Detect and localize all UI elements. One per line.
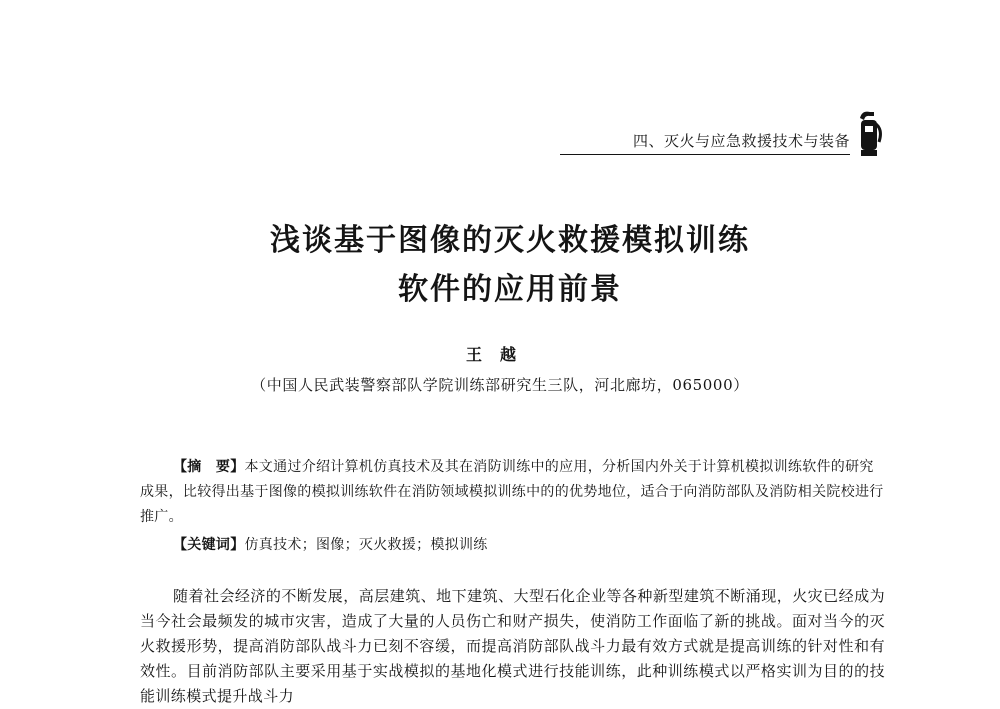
section-header: 四、灭火与应急救援技术与装备 bbox=[560, 130, 850, 155]
keywords bbox=[173, 534, 488, 554]
abstract-text: 本文通过介绍计算机仿真技术及其在消防训练中的应用，分析国内外关于计算机模拟训练软件的研究成果，比较得出基于图像的模拟训练软件在消防领域模拟训练中的的优势地位，适合于向消防部队及消防相关院校进行推广。 bbox=[140, 459, 884, 525]
author-name: 王越 bbox=[465, 345, 534, 364]
paper-title-line-2: 软件的应用前景 bbox=[398, 272, 622, 307]
fire-extinguisher-icon bbox=[852, 108, 884, 158]
body-paragraph: 随着社会经济的不断发展，高层建筑、地下建筑、大型石化企业等各种新型建筑不断涌现，火灾已经成为当今社会最频发的城市灾害，造成了大量的人员伤亡和财产损失，使消防工作面临了新的挑战。面对当今的灭火救援形势，提高消防部队战斗力已刻不容缓，而提高消防部队战斗力最有效方式就是提高训练的针对性和有效性。目前消防部队主要采用基于实战模拟的基地化模式进行技能训练，此种训练模式以严格实训为目的的技能训练模式提升战斗力 bbox=[140, 587, 885, 705]
abstract-label: 【摘 要】 bbox=[173, 459, 245, 475]
body-text bbox=[140, 584, 885, 709]
keywords-text: 仿真技术；图像；灭火救援；模拟训练 bbox=[244, 537, 488, 553]
abstract bbox=[140, 455, 885, 530]
author-affiliation: （中国人民武装警察部队学院训练部研究生三队，河北廊坊，065000） bbox=[251, 376, 749, 394]
paper-title-line-1: 浅谈基于图像的灭火救援模拟训练 bbox=[270, 223, 750, 258]
keywords-label: 【关键词】 bbox=[173, 537, 245, 553]
